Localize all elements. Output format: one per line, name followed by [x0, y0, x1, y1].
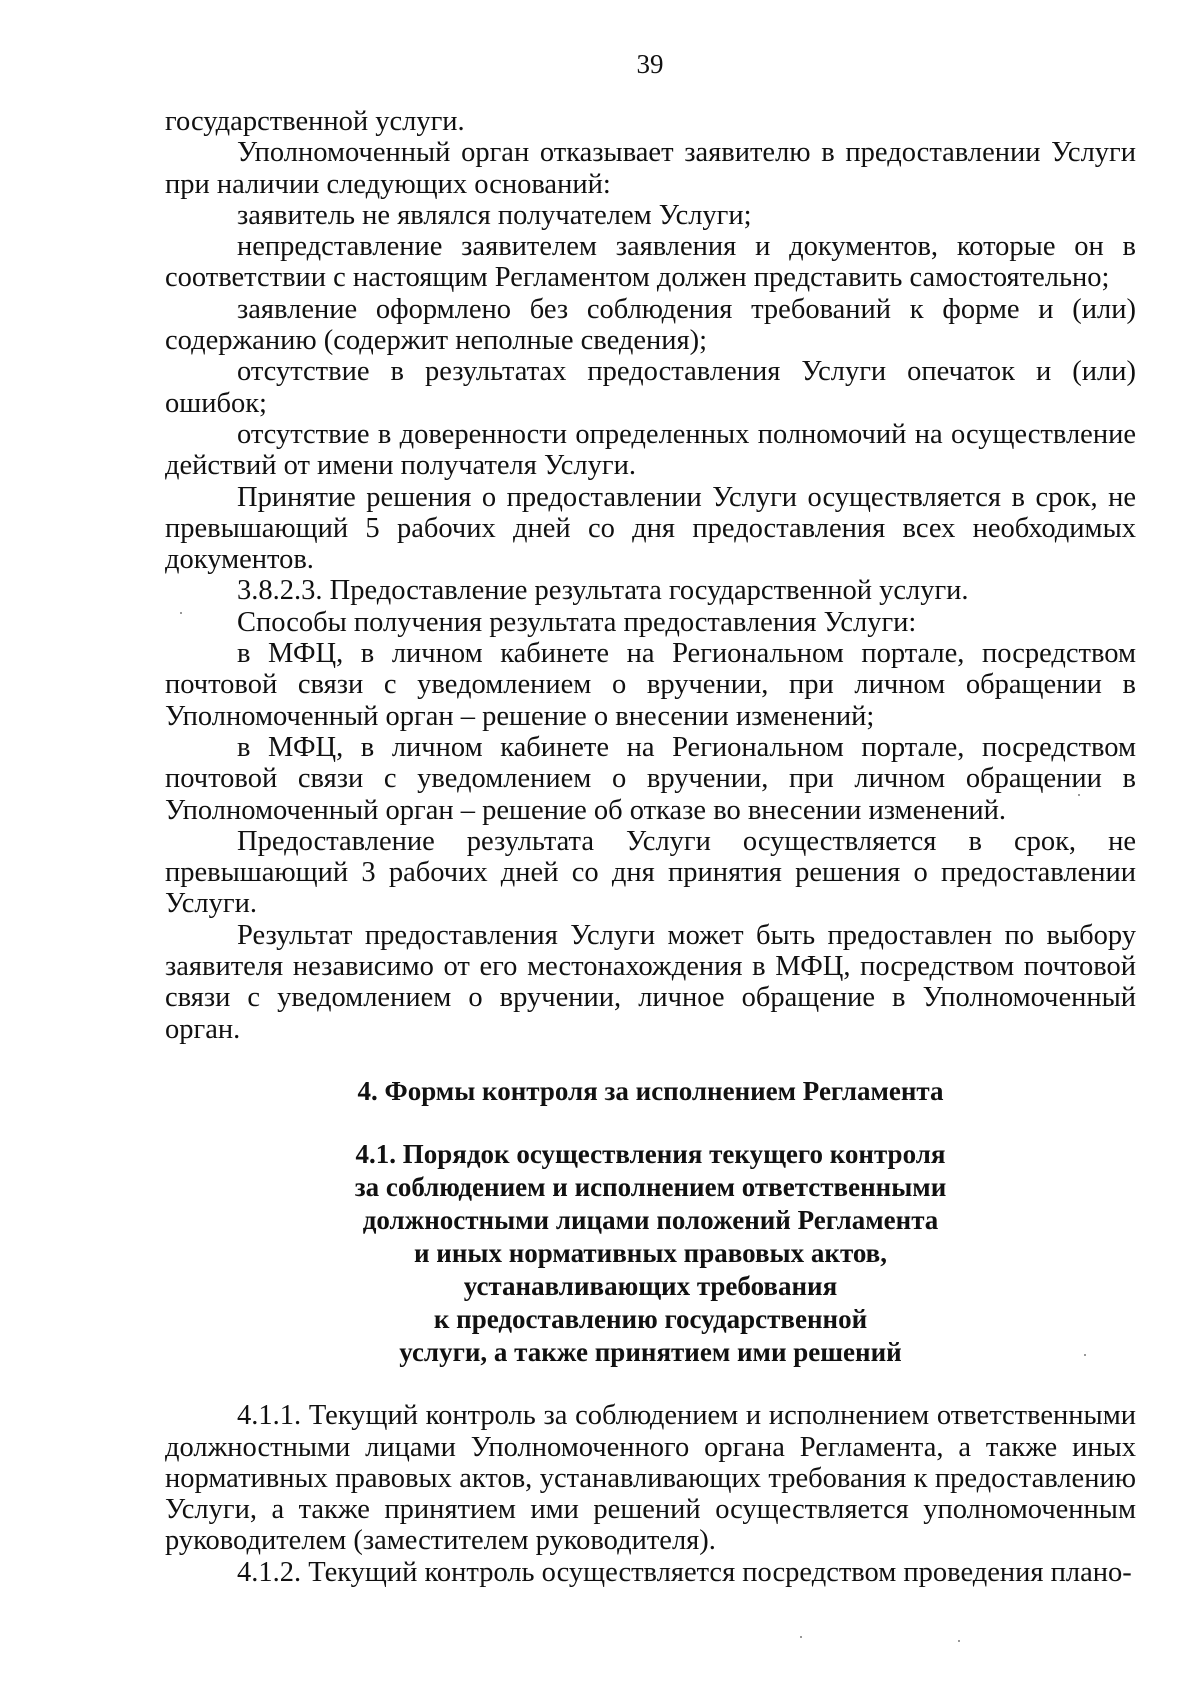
- paragraph: отсутствие в доверенности определенных полномочий на осуществление действий от имени получателя Услуги.: [165, 418, 1136, 482]
- paragraph: отсутствие в результатах предоставления Услуги опечаток и (или) ошибок;: [165, 356, 1136, 419]
- paragraph: Способы получения результата предоставления Услуги:: [237, 606, 917, 638]
- subsection-title-line: за соблюдением и исполнением ответственными: [354, 1172, 947, 1203]
- scan-speck: [1084, 1354, 1086, 1356]
- paragraph: Принятие решения о предоставлении Услуги осуществляется в срок, не превышающий 5 рабочих дней со дня предоставления всех необходимых документов.: [165, 481, 1136, 576]
- document-body: [165, 106, 1136, 1588]
- scan-speck: [800, 1636, 802, 1638]
- paragraph: 4.1.2. Текущий контроль осуществляется посредством проведения плано-: [237, 1556, 1132, 1588]
- paragraph: 4.1.1. Текущий контроль за соблюдением и исполнением ответственными должностными лицами Уполномоченного органа Регламента, а также иных нормативных правовых актов, устанавливающих требования к предоставлению Услуги, а также принятием ими решений осуществляется уполномоченным руководителем (заместителем руководителя).: [165, 1400, 1136, 1557]
- paragraph: заявление оформлено без соблюдения требований к форме и (или) содержанию (содержит неполные сведения);: [165, 293, 1136, 357]
- paragraph: Результат предоставления Услуги может быть предоставлен по выбору заявителя независимо от его местонахождения в МФЦ, посредством почтовой связи с уведомлением о вручении, личное обращение в Уполномоченный орган.: [165, 919, 1136, 1045]
- subsection-title-line: к предоставлению государственной: [433, 1304, 868, 1335]
- paragraph: в МФЦ, в личном кабинете на Региональном портале, посредством почтовой связи с уведомлением о вручении, при личном обращении в Уполномоченный орган – решение о внесении изменений;: [165, 638, 1136, 732]
- scan-speck: [958, 1640, 960, 1642]
- subsection-title-line: и иных нормативных правовых актов,: [413, 1238, 888, 1269]
- section-title: 4. Формы контроля за исполнением Регламента: [357, 1075, 944, 1106]
- paragraph: непредставление заявителем заявления и документов, которые он в соответствии с настоящим Регламентом должен представить самостоятельно;: [165, 231, 1136, 294]
- subsection-title-line: услуги, а также принятием ими решений: [399, 1337, 902, 1368]
- paragraph: Уполномоченный орган отказывает заявителю в предоставлении Услуги при наличии следующих оснований:: [165, 137, 1136, 200]
- paragraph: заявитель не являлся получателем Услуги;: [237, 199, 752, 231]
- subsection-title-line: должностными лицами положений Регламента: [362, 1205, 939, 1236]
- paragraph: Предоставление результата Услуги осуществляется в срок, не превышающий 3 рабочих дней со дня принятия решения о предоставлении Услуги.: [165, 825, 1136, 920]
- paragraph: в МФЦ, в личном кабинете на Региональном портале, посредством почтовой связи с уведомлением о вручении, при личном обращении в Уполномоченный орган – решение об отказе во внесении изменений.: [165, 731, 1136, 826]
- paragraphs-top: [165, 106, 1136, 1045]
- page-number: 39: [636, 49, 664, 79]
- scan-speck: [180, 612, 182, 614]
- subsection-title-line: устанавливающих требования: [463, 1271, 838, 1302]
- subsection-title: [165, 1138, 1136, 1369]
- paragraph: 3.8.2.3. Предоставление результата государственной услуги.: [237, 575, 969, 607]
- scan-speck: [1078, 794, 1080, 796]
- subsection-title-line: 4.1. Порядок осуществления текущего контроля: [355, 1139, 946, 1170]
- paragraphs-bottom: [165, 1400, 1136, 1588]
- paragraph: государственной услуги.: [165, 106, 465, 137]
